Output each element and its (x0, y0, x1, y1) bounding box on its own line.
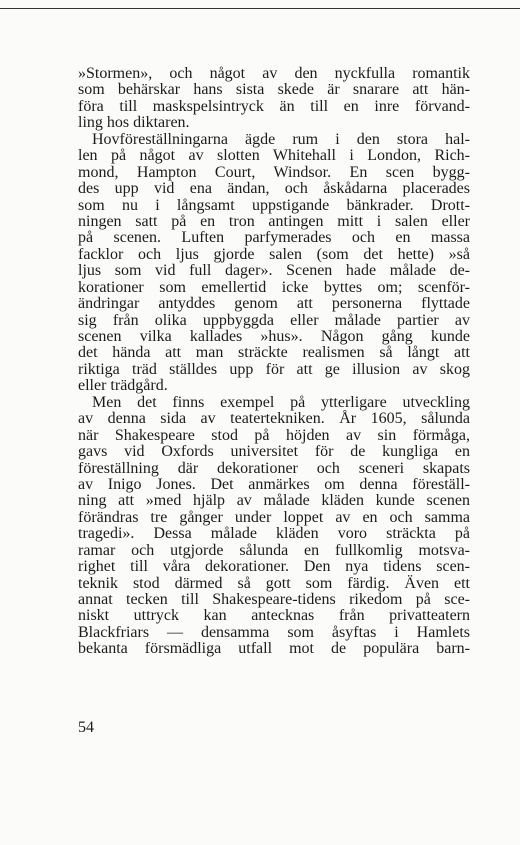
text-line: på scenen. Luften parfymerades och en massa (78, 229, 470, 247)
top-rule (0, 8, 520, 9)
paragraph (78, 395, 470, 658)
text-line: righet till våra dekorationer. Den nya tidens scen- (78, 558, 470, 576)
text-line: korationer som emellertid icke byttes om; scenför- (78, 278, 470, 296)
text-line: föreställning där dekorationer och sceneri skapats (78, 459, 470, 477)
text-line: förändras tre gånger under loppet av en och samma (78, 508, 470, 526)
page-number: 54 (78, 719, 94, 736)
text-line: av denna sida av teatertekniken. År 1605, sålunda (78, 410, 470, 428)
text-line: föra till maskspelsintryck än till en inre förvand- (78, 97, 470, 115)
text-line: gavs vid Oxfords universitet för de kungliga en (78, 443, 470, 461)
text-line: niskt uttryck kan antecknas från privatteatern (78, 607, 470, 625)
text-line: när Shakespeare stod på höjden av sin förmåga, (78, 426, 470, 444)
text-line: bekanta försmädliga utfall mot de populära barn- (78, 640, 470, 658)
text-line: teknik stod därmed så gott som färdig. Även ett (78, 574, 470, 592)
text-line: Hovföreställningarna ägde rum i den stora hal- (92, 130, 470, 148)
text-line: len på något av slotten Whitehall i London, Rich- (78, 147, 470, 165)
paragraph (78, 132, 470, 395)
text-line: mond, Hampton Court, Windsor. En scen bygg- (78, 163, 470, 181)
text-line: det hända att man sträckte realismen så långt att (78, 344, 470, 362)
text-line: ramar och utgjorde sålunda en fullkomlig motsva- (78, 541, 470, 559)
body-text (78, 66, 470, 658)
text-line: ling hos diktaren. (78, 114, 190, 132)
text-line: ningen satt på en tron antingen mitt i salen eller (78, 212, 470, 230)
text-line: Men det finns exempel på ytterligare utveckling (92, 393, 470, 411)
text-line: av Inigo Jones. Det anmärkes om denna föreställ- (78, 475, 470, 493)
text-line: des upp vid ena ändan, och åskådarna placerades (78, 180, 470, 198)
text-line: ändringar antyddes genom att personerna flyttade (78, 295, 470, 313)
text-line: »Stormen», och något av den nyckfulla romantik (78, 65, 470, 82)
text-line: som nu i långsamt uppstigande bänkrader. Drott- (78, 196, 470, 214)
text-line: riktiga träd ställdes upp för att ge illusion av skog (78, 360, 470, 378)
paragraph (78, 66, 470, 132)
text-line: ning att »med hjälp av målade kläden kunde scenen (78, 492, 470, 510)
text-line: sig från olika uppbyggda eller målade partier av (78, 311, 470, 329)
text-line: tragedi». Dessa målade kläden voro sträckta på (78, 525, 470, 543)
text-line: som behärskar hans sista skede är snarare att hän- (78, 81, 470, 99)
text-line: ljus som vid full dager». Scenen hade målade de- (78, 262, 470, 280)
text-line: scenen vilka kallades »hus». Någon gång kunde (78, 328, 470, 345)
text-line: Blackfriars — densamma som åsyftas i Hamlets (78, 623, 470, 641)
text-line: eller trädgård. (78, 377, 168, 395)
text-line: facklor och ljus gjorde salen (som det hette) »så (78, 245, 470, 263)
text-line: annat tecken till Shakespeare-tidens rikedom på sce- (78, 591, 470, 608)
